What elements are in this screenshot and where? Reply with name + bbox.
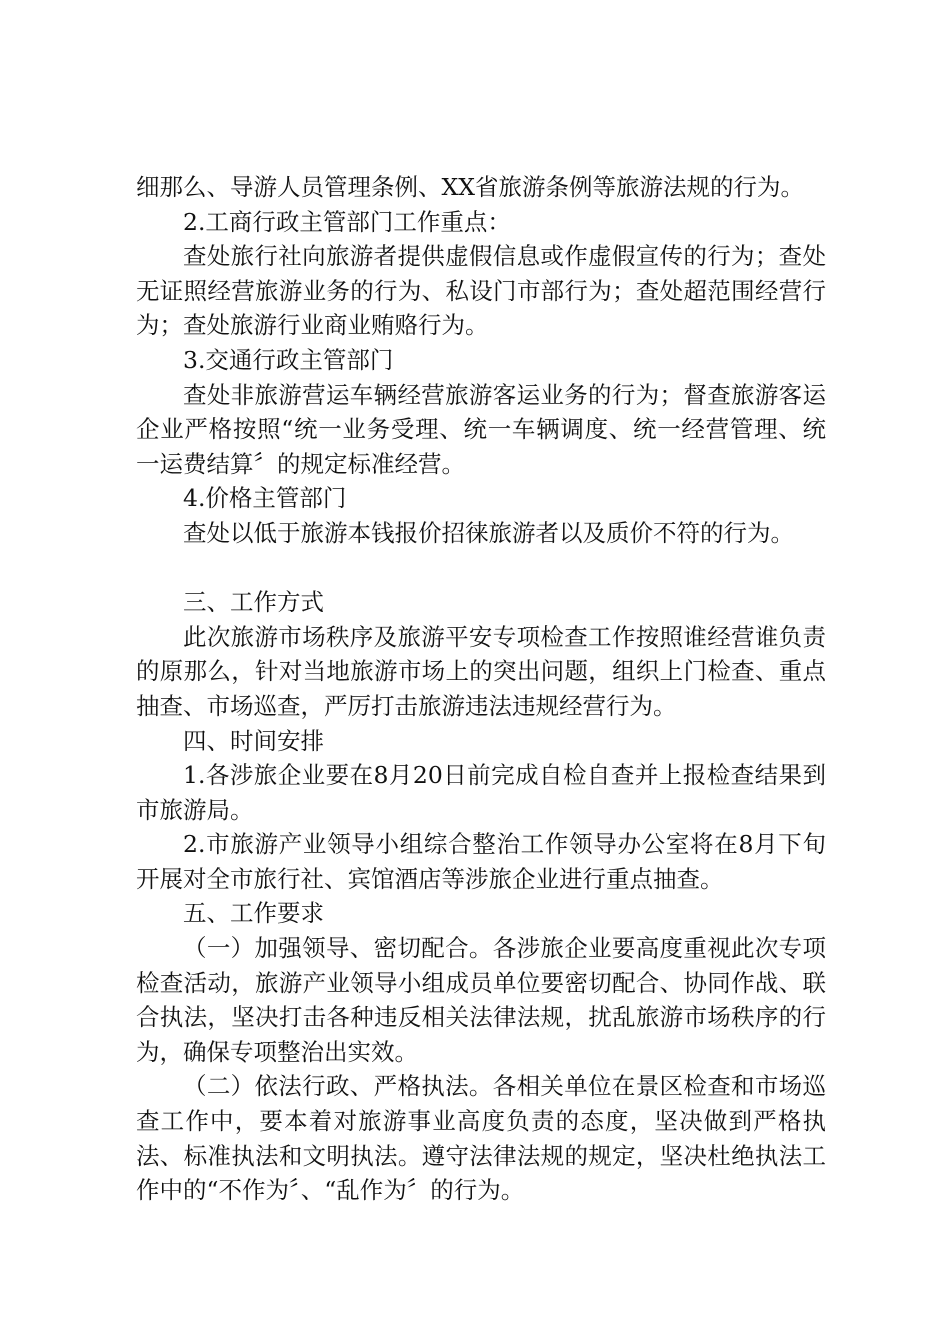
heading-work-method: 三、工作方式: [183, 588, 324, 617]
paragraph-transport-duties: 查处非旅游营运车辆经营旅游客运业务的行为；督查旅游客运企业严格按照“统一业务受理、统一车辆调度、统一经营管理、统一运费结算〞的规定标准经营。: [136, 380, 826, 478]
document-body: [136, 170, 826, 1208]
paragraph-requirement-1: （一）加强领导、密切配合。各涉旅企业要高度重视此次专项检查活动，旅游产业领导小组成员单位要密切配合、协同作战、联合执法，坚决打击各种违反相关法律法规，扰乱旅游市场秩序的行为，确保专项整治出实效。: [136, 934, 826, 1066]
paragraph-commerce-duties: 查处旅行社向旅游者提供虚假信息或作虚假宣传的行为；查处无证照经营旅游业务的行为、私设门市部行为；查处超范围经营行为；查处旅游行业商业贿赂行为。: [136, 242, 826, 340]
heading-transport-department: 3.交通行政主管部门: [183, 345, 394, 374]
paragraph-work-method: 此次旅游市场秩序及旅游平安专项检查工作按照谁经营谁负责的原那么，针对当地旅游市场上的突出问题，组织上门检查、重点抽查、市场巡查，严厉打击旅游违法违规经营行为。: [136, 622, 826, 720]
heading-requirements: 五、工作要求: [183, 899, 324, 928]
paragraph-schedule-1: 1.各涉旅企业要在8月20日前完成自检自查并上报检查结果到市旅游局。: [136, 761, 826, 824]
paragraph-regulations-continued: 细那么、导游人员管理条例、XX省旅游条例等旅游法规的行为。: [136, 173, 804, 201]
paragraph-schedule-2: 2.市旅游产业领导小组综合整治工作领导办公室将在8月下旬开展对全市旅行社、宾馆酒店等涉旅企业进行重点抽查。: [136, 830, 826, 893]
paragraph-requirement-2: （二）依法行政、严格执法。各相关单位在景区检查和市场巡查工作中，要本着对旅游事业高度负责的态度，坚决做到严格执法、标准执法和文明执法。遵守法律法规的规定，坚决杜绝执法工作中的“不作为〞、“乱作为〞的行为。: [136, 1072, 826, 1205]
paragraph-price-duties: 查处以低于旅游本钱报价招徕旅游者以及质价不符的行为。: [183, 518, 794, 547]
heading-price-department: 4.价格主管部门: [183, 484, 347, 513]
heading-commerce-department: 2.工商行政主管部门工作重点：: [183, 207, 511, 236]
paragraph-spacer: [136, 551, 826, 586]
heading-schedule: 四、时间安排: [183, 726, 324, 755]
